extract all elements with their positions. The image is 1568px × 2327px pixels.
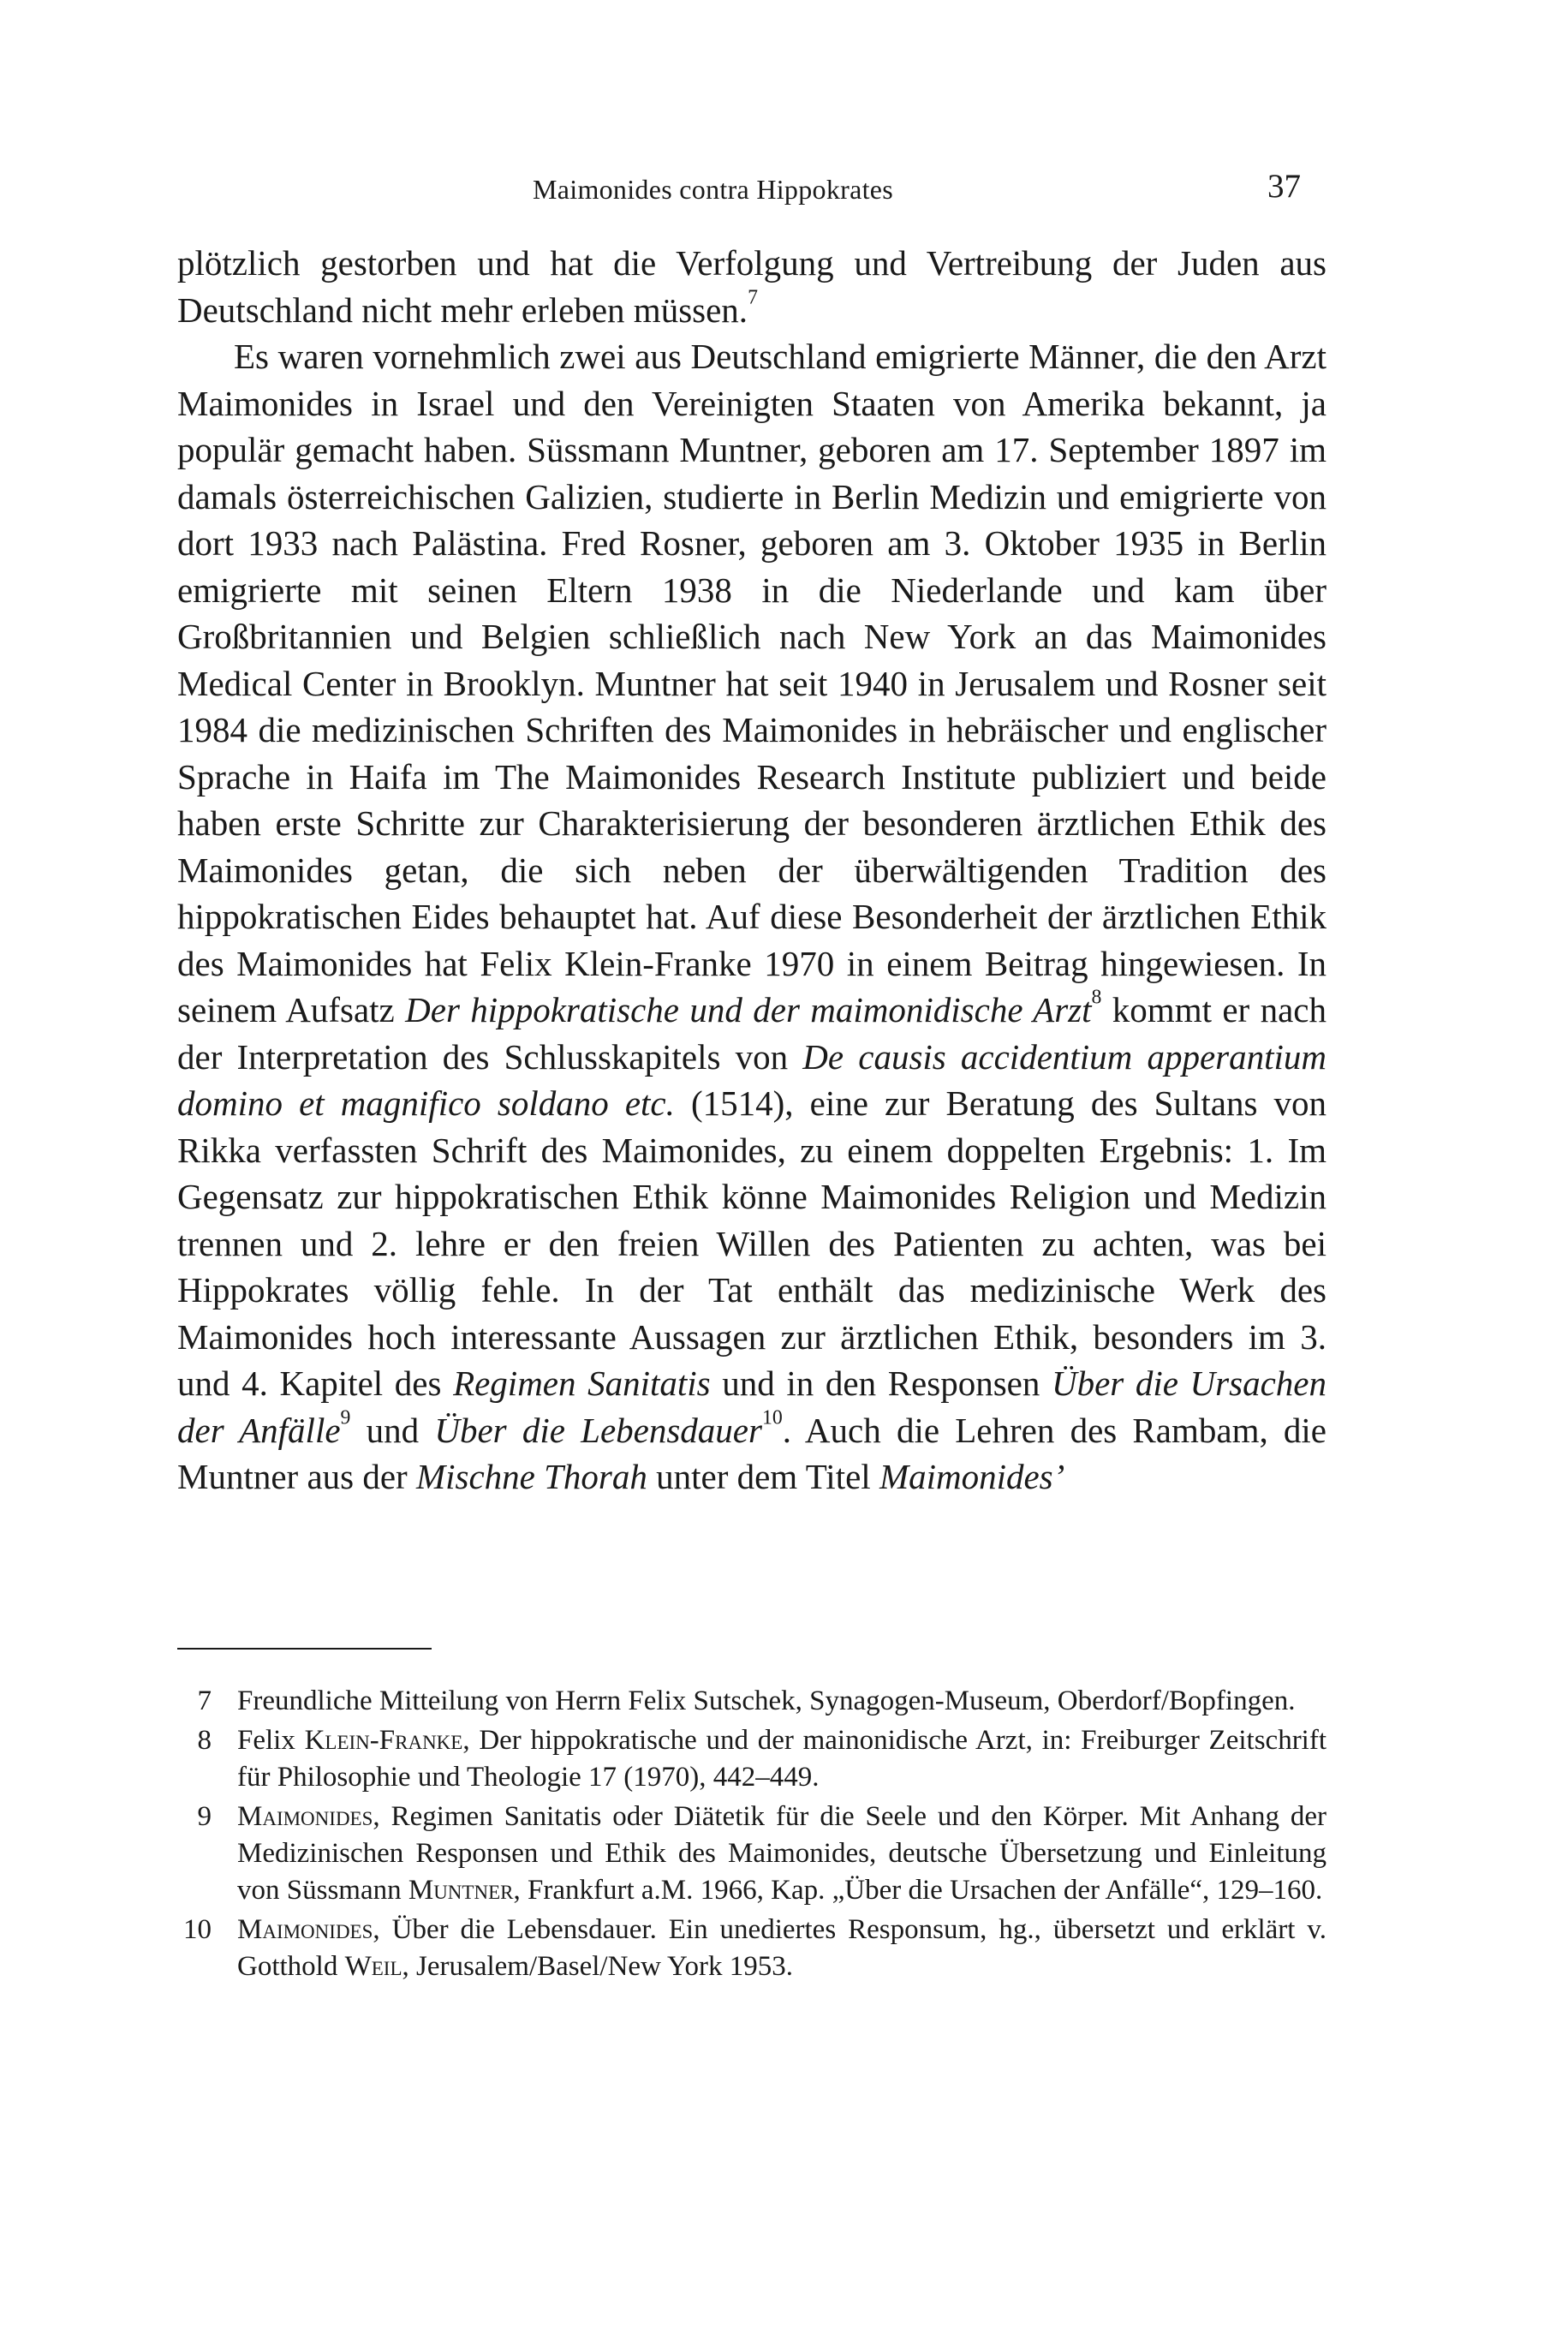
text-run: Felix xyxy=(237,1725,305,1756)
author-name: Maimonides xyxy=(237,1801,373,1832)
italic-title: Der hippokratische und der maimonidische Arzt xyxy=(405,990,1092,1029)
footnote xyxy=(177,1683,1327,1720)
italic-title: Mischne Thorah xyxy=(415,1457,647,1496)
footnote-reference: 7 xyxy=(748,286,758,309)
running-title: Maimonides contra Hippokrates xyxy=(533,174,894,205)
text-run: unter dem Titel xyxy=(647,1457,879,1496)
author-name: Maimonides xyxy=(237,1914,373,1945)
text-run: , Über die Lebensdauer. Ein unediertes Responsum, hg., übersetzt und erklärt v. Gotthold xyxy=(237,1914,1327,1982)
footnote-separator xyxy=(177,1648,432,1650)
text-run: , Regimen Sanitatis oder Diätetik für die Seele und den Körper. Mit Anhang der Medizinischen Responsen und Ethik des Maimonides, deutsche Übersetzung und Einleitung von Süssmann xyxy=(237,1801,1327,1906)
main-text xyxy=(177,240,1327,1501)
text-run: plötzlich gestorben und hat die Verfolgung und Vertreibung der Juden aus Deutschland nicht mehr erleben müssen. xyxy=(177,243,1327,330)
footnote-text xyxy=(237,1801,1327,1906)
italic-title: Maimonides’ xyxy=(879,1457,1065,1496)
italic-title: Über die Ursachen der Anfälle xyxy=(177,1363,1327,1450)
text-run: kommt er nach der Interpretation des Schlusskapitels von xyxy=(177,990,1327,1077)
text-run: , Jerusalem/Basel/New York 1953. xyxy=(402,1951,793,1982)
paragraph xyxy=(177,240,1327,333)
text-run: und xyxy=(350,1410,435,1450)
footnote-reference: 8 xyxy=(1091,986,1102,1009)
author-name: Muntner xyxy=(408,1875,514,1906)
footnote-number: 7 xyxy=(197,1686,212,1716)
text-run: Freundliche Mitteilung von Herrn Felix Sutschek, Synagogen-Museum, Oberdorf/Bopfingen. xyxy=(237,1686,1296,1716)
running-header xyxy=(0,167,1568,218)
footnote-text xyxy=(237,1725,1327,1793)
text-run: und in den Responsen xyxy=(710,1363,1052,1403)
italic-title: Über die Lebensdauer xyxy=(434,1410,762,1450)
footnote-text xyxy=(237,1914,1327,1982)
footnote xyxy=(177,1912,1327,1985)
text-run: , Frankfurt a.M. 1966, Kap. „Über die Ursachen der Anfälle“, 129–160. xyxy=(513,1875,1323,1906)
paragraph xyxy=(177,333,1327,1501)
text-run: (1514), eine zur Beratung des Sultans von Rikka verfassten Schrift des Maimonides, zu einem doppelten Ergebnis: 1. Im Gegensatz zur hippokratischen Ethik könne Maimonides Religion und Medizin trennen und 2. lehre er den freien Willen des Patienten zu achten, was bei Hippokrates völlig fehle. In der Tat enthält das medizinische Werk des Maimonides hoch interessante Aussagen zur ärztlichen Ethik, besonders im 3. und 4. Kapitel des xyxy=(177,1083,1327,1403)
footnote-reference: 9 xyxy=(340,1406,351,1429)
author-name: Klein-Franke xyxy=(304,1725,463,1756)
text-run: Es waren vornehmlich zwei aus Deutschland emigrierte Männer, die den Arzt Maimonides in Israel und den Vereinigten Staaten von Amerika bekannt, ja populär gemacht haben. Süssmann Muntner, geboren am 17. September 1897 im damals österreichischen Galizien, studierte in Berlin Medizin und emigrierte von dort 1933 nach Palästina. Fred Rosner, geboren am 3. Oktober 1935 in Berlin emigrierte mit seinen Eltern 1938 in die Niederlande und kam über Großbritannien und Belgien schließlich nach New York an das Maimonides Medical Center in Brooklyn. Muntner hat seit 1940 in Jerusalem und Rosner seit 1984 die medizinischen Schriften des Maimonides in hebräischer und englischer Sprache in Haifa im The Maimonides Research Institute publiziert und beide haben erste Schritte zur Charakterisierung der besonderen ärztlichen Ethik des Maimonides getan, die sich neben der überwältigenden Tradition des hippokratischen Eides behauptet hat. Auf diese Besonderheit der ärztlichen Ethik des Maimonides hat Felix Klein-Franke 1970 in einem Beitrag hingewiesen. In seinem Aufsatz xyxy=(177,337,1327,1029)
footnote xyxy=(177,1722,1327,1796)
page-number: 37 xyxy=(1267,168,1301,205)
text-run: , Der hippokratische und der mainonidische Arzt, in: Freiburger Zeitschrift für Philosophie und Theologie 17 (1970), 442–449. xyxy=(237,1725,1327,1793)
footnote xyxy=(177,1799,1327,1909)
footnote-reference: 10 xyxy=(761,1406,783,1429)
footnote-number: 10 xyxy=(183,1914,212,1945)
italic-title: De causis accidentium apperantium domino et magnifico soldano etc. xyxy=(177,1036,1327,1123)
footnote-number: 9 xyxy=(197,1801,212,1832)
italic-title: Regimen Sanitatis xyxy=(453,1363,711,1403)
text-run: . Auch die Lehren des Rambam, die Muntner aus der xyxy=(177,1410,1327,1496)
footnotes xyxy=(177,1683,1327,1988)
author-name: Weil xyxy=(344,1951,402,1982)
footnote-number: 8 xyxy=(197,1725,212,1756)
footnote-text xyxy=(237,1686,1295,1716)
